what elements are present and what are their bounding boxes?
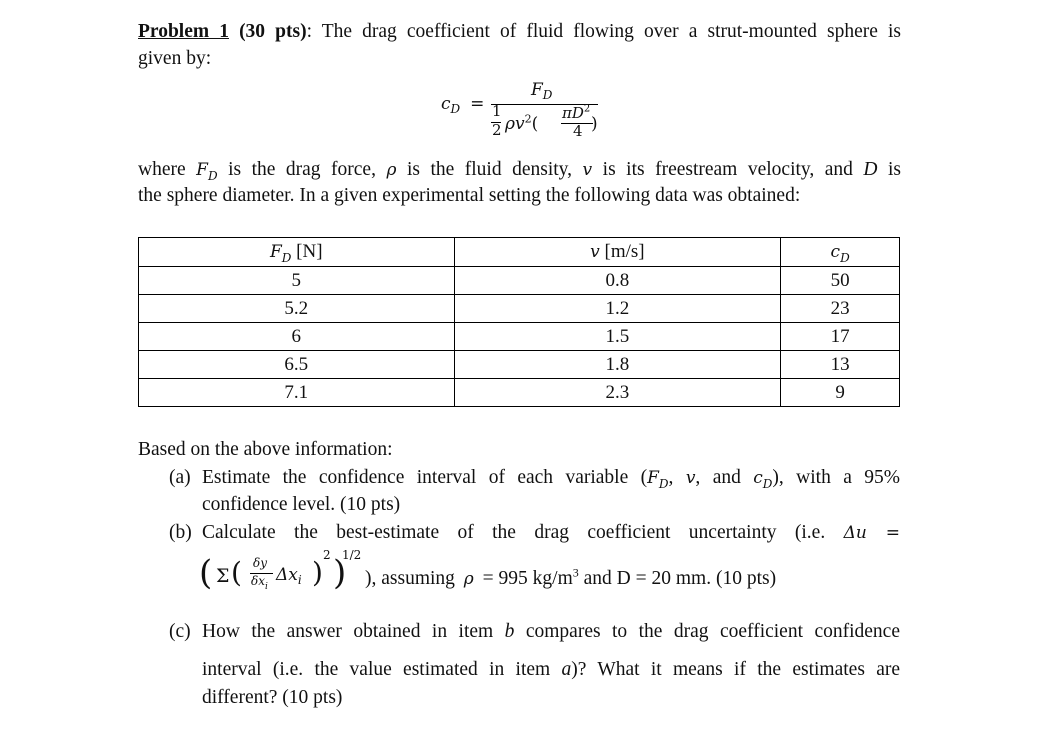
table-row [139, 295, 900, 323]
cell-cd: 9 [781, 379, 900, 407]
question-c-line-1: How the answer obtained in item b compares to the drag coefficient confidence [202, 621, 900, 642]
formula-pi-d2: $\pi D^2$ [562, 103, 591, 122]
half-exponent: 1/2 [342, 548, 362, 562]
cell-fd: 7.1 [139, 379, 455, 407]
question-c-line-2: interval (i.e. the value estimated in item a)? What it means if the estimates are [202, 659, 901, 680]
question-c-line-3: different? (10 pts) [202, 687, 343, 708]
formula-lhs: $c_D$ = [441, 94, 485, 117]
formula-four: 4 [573, 122, 583, 140]
cell-fd: 6.5 [139, 351, 455, 379]
table-row [139, 379, 900, 407]
big-paren-right: ) [333, 553, 347, 593]
where-line-1: where $F_D$ is the drag force, ρ is the fluid density, v is its freestream velocity, and D is [138, 159, 902, 183]
cell-v: 1.5 [454, 323, 781, 351]
cell-v: 0.8 [454, 267, 781, 295]
questions-intro: Based on the above information: [138, 439, 393, 460]
cell-fd: 6 [139, 323, 455, 351]
table-row [139, 267, 900, 295]
problem-statement-line-1 [138, 19, 901, 45]
cell-cd: 50 [781, 267, 900, 295]
header-fd: $F_D$ [N] [139, 238, 455, 267]
data-table [138, 237, 900, 407]
question-a-line-2: confidence level. (10 pts) [202, 494, 401, 515]
inner-paren-right: ) [312, 556, 323, 589]
formula-paren-close: ) [591, 114, 598, 134]
cell-fd: 5 [139, 267, 455, 295]
square-exponent: 2 [323, 548, 331, 562]
table-row [139, 323, 900, 351]
header-cd: $c_D$ [781, 238, 900, 267]
formula-numerator: $F_D$ [531, 80, 553, 103]
problem-intro-2: given by: [138, 48, 212, 69]
cell-cd: 13 [781, 351, 900, 379]
cell-cd: 17 [781, 323, 900, 351]
sigma-symbol: Σ [216, 565, 230, 587]
question-b-line-1: Calculate the best-estimate of the drag coefficient uncertainty (i.e. Δu = [202, 522, 900, 543]
problem-intro-1: : The drag coefficient of fluid flowing over a strut-mounted sphere is [306, 21, 901, 42]
question-b-line-2: ), assuming ρ = 995 $kg/m^3$ and D = 20 mm. (10 pts) [365, 565, 777, 589]
dx-denominator: $\delta x_i$ [251, 574, 268, 593]
delta-x-term: $\Delta x_i$ [276, 565, 302, 588]
formula-rho-v2: $\rho v^2$( [505, 112, 539, 134]
dy-numerator: δy [253, 556, 268, 570]
cell-v: 1.8 [454, 351, 781, 379]
problem-points: (30 pts) [239, 21, 307, 42]
cell-cd: 23 [781, 295, 900, 323]
inner-paren-left: ( [231, 556, 242, 589]
problem-label: Problem 1 [138, 21, 229, 42]
formula-half-num: 1 [492, 102, 502, 120]
question-a-line-1: Estimate the confidence interval of each variable ($F_D$, v, and $c_D$), with a 95% [202, 467, 900, 491]
formula-half-den: 2 [492, 121, 502, 139]
question-c-label: (c) [169, 621, 191, 642]
table-header-row [139, 238, 900, 267]
table-row [139, 351, 900, 379]
question-a-label: (a) [169, 467, 191, 488]
big-paren-left: ( [199, 553, 213, 593]
header-v: v [m/s] [454, 238, 781, 267]
where-line-2: the sphere diameter. In a given experimental setting the following data was obtained: [138, 185, 801, 206]
question-b-label: (b) [169, 522, 192, 543]
cell-v: 1.2 [454, 295, 781, 323]
cell-fd: 5.2 [139, 295, 455, 323]
cell-v: 2.3 [454, 379, 781, 407]
